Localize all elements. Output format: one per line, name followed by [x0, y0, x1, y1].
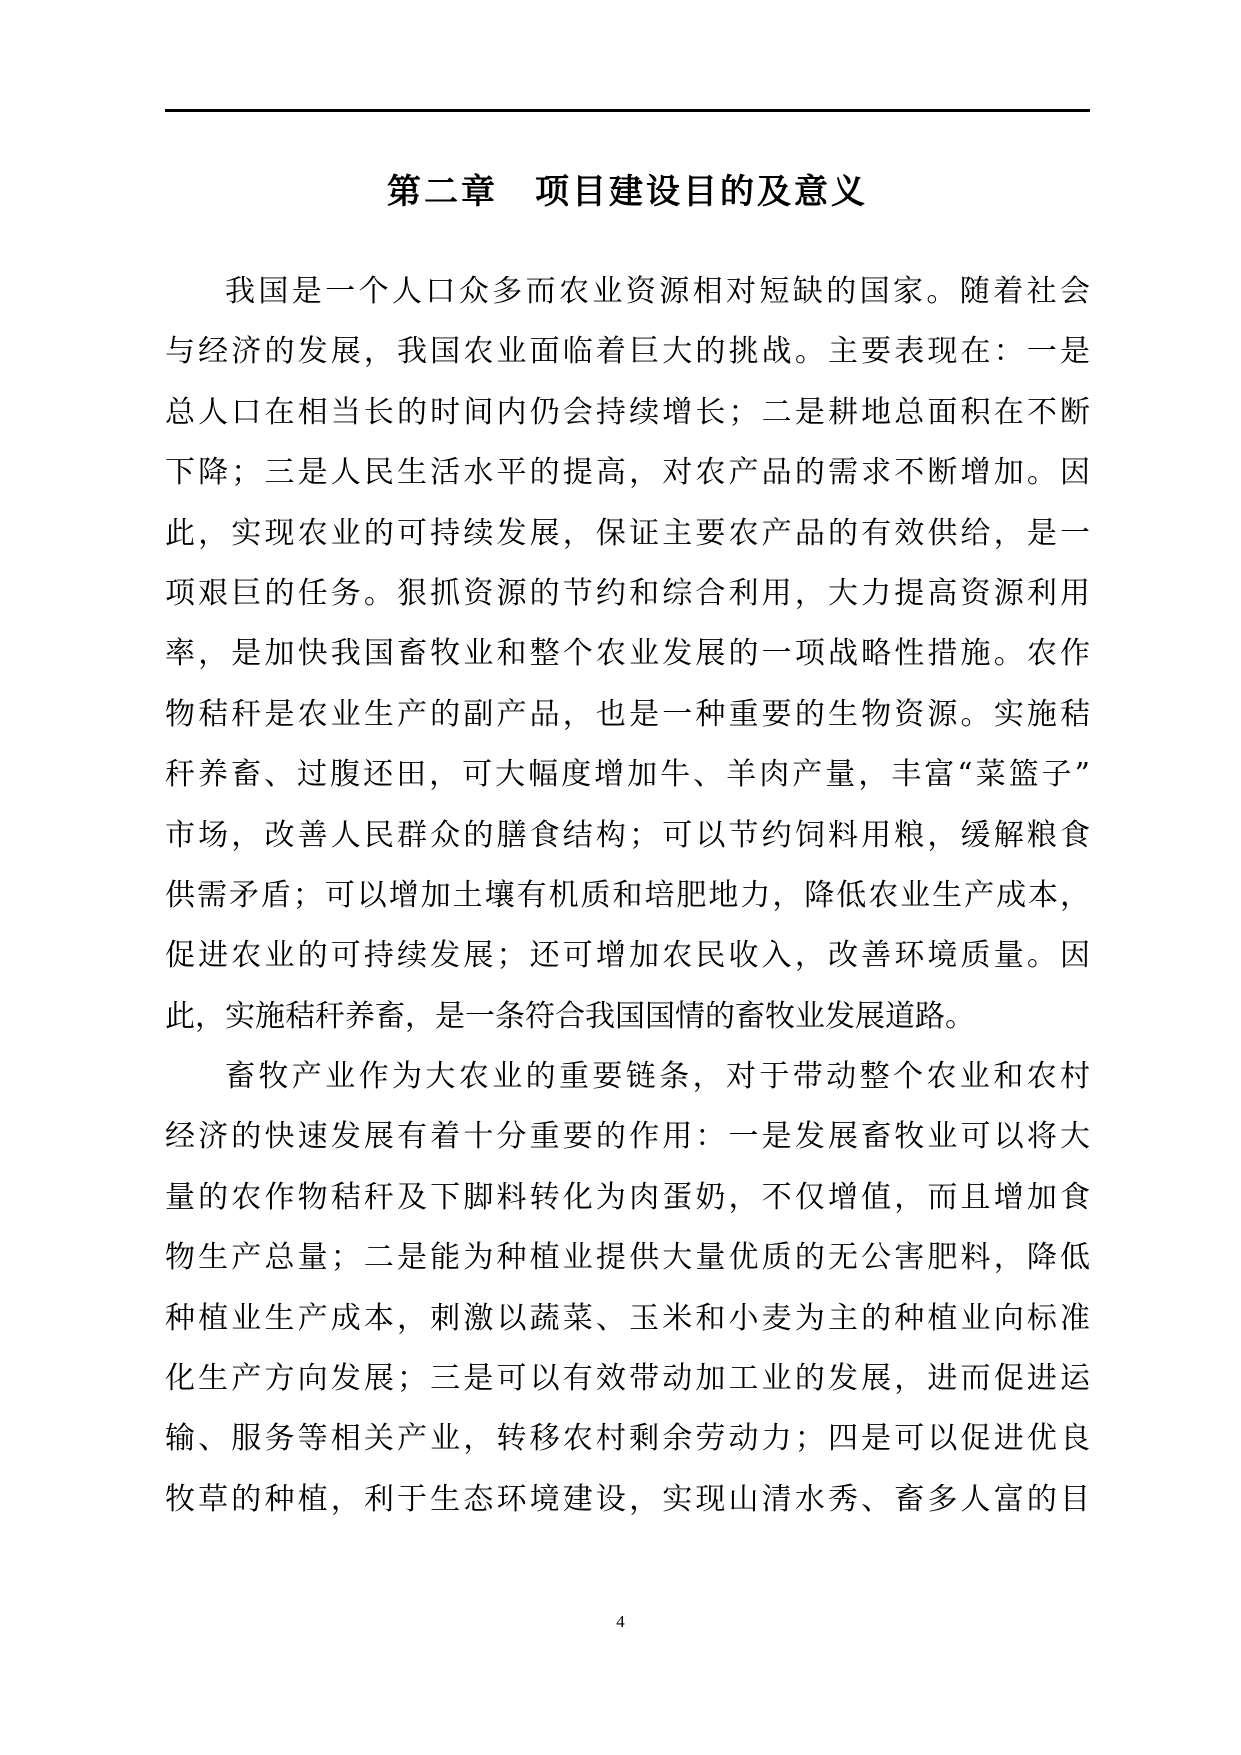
paragraph-2-line: 畜牧产业作为大农业的重要链条，对于带动整个农业和农村: [225, 1059, 1090, 1095]
paragraph-1-line: 供需矛盾；可以增加土壤有机质和培肥地力，降低农业生产成本，: [165, 877, 1090, 913]
paragraph-1-line: 物秸秆是农业生产的副产品，也是一种重要的生物资源。实施秸: [165, 696, 1090, 732]
paragraph-2-line: 牧草的种植，利于生态环境建设，实现山清水秀、畜多人富的目: [165, 1481, 1090, 1517]
paragraph-2-line: 物生产总量；二是能为种植业提供大量优质的无公害肥料，降低: [165, 1240, 1090, 1276]
paragraph-1-line: 率，是加快我国畜牧业和整个农业发展的一项战略性措施。农作: [165, 636, 1090, 672]
paragraph-1-line: 此，实施秸秆养畜，是一条符合我国国情的畜牧业发展道路。: [165, 998, 975, 1034]
paragraph-1-line: 总人口在相当长的时间内仍会持续增长；二是耕地总面积在不断: [165, 394, 1090, 430]
paragraph-2-line: 量的农作物秸秆及下脚料转化为肉蛋奶，不仅增值，而且增加食: [165, 1179, 1090, 1215]
paragraph-1-line: 项艰巨的任务。狠抓资源的节约和综合利用，大力提高资源利用: [165, 575, 1090, 611]
paragraph-1-line: 促进农业的可持续发展；还可增加农民收入，改善环境质量。因: [165, 938, 1090, 974]
paragraph-1-line: 秆养畜、过腹还田，可大幅度增加牛、羊肉产量，丰富“菜篮子”: [165, 757, 1090, 793]
page-number: 4: [616, 1612, 625, 1631]
body-text: [165, 262, 1090, 1530]
paragraph-1-line: 市场，改善人民群众的膳食结构；可以节约饲料用粮，缓解粮食: [165, 817, 1090, 853]
paragraph-2-line: 种植业生产成本，刺激以蔬菜、玉米和小麦为主的种植业向标准: [165, 1300, 1090, 1336]
header-rule: [165, 109, 1090, 112]
paragraph-1-line: 下降；三是人民生活水平的提高，对农产品的需求不断增加。因: [165, 455, 1090, 491]
paragraph-2-line: 输、服务等相关产业，转移农村剩余劳动力；四是可以促进优良: [165, 1421, 1090, 1457]
chapter-title: 第二章 项目建设目的及意义: [387, 172, 868, 212]
paragraph-1-line: 与经济的发展，我国农业面临着巨大的挑战。主要表现在：一是: [165, 334, 1090, 370]
paragraph-2-line: 化生产方向发展；三是可以有效带动加工业的发展，进而促进运: [165, 1361, 1090, 1397]
paragraph-2-line: 经济的快速发展有着十分重要的作用：一是发展畜牧业可以将大: [165, 1119, 1090, 1155]
paragraph-1-line: 我国是一个人口众多而农业资源相对短缺的国家。随着社会: [225, 274, 1090, 309]
paragraph-1-line: 此，实现农业的可持续发展，保证主要农产品的有效供给，是一: [165, 515, 1090, 551]
